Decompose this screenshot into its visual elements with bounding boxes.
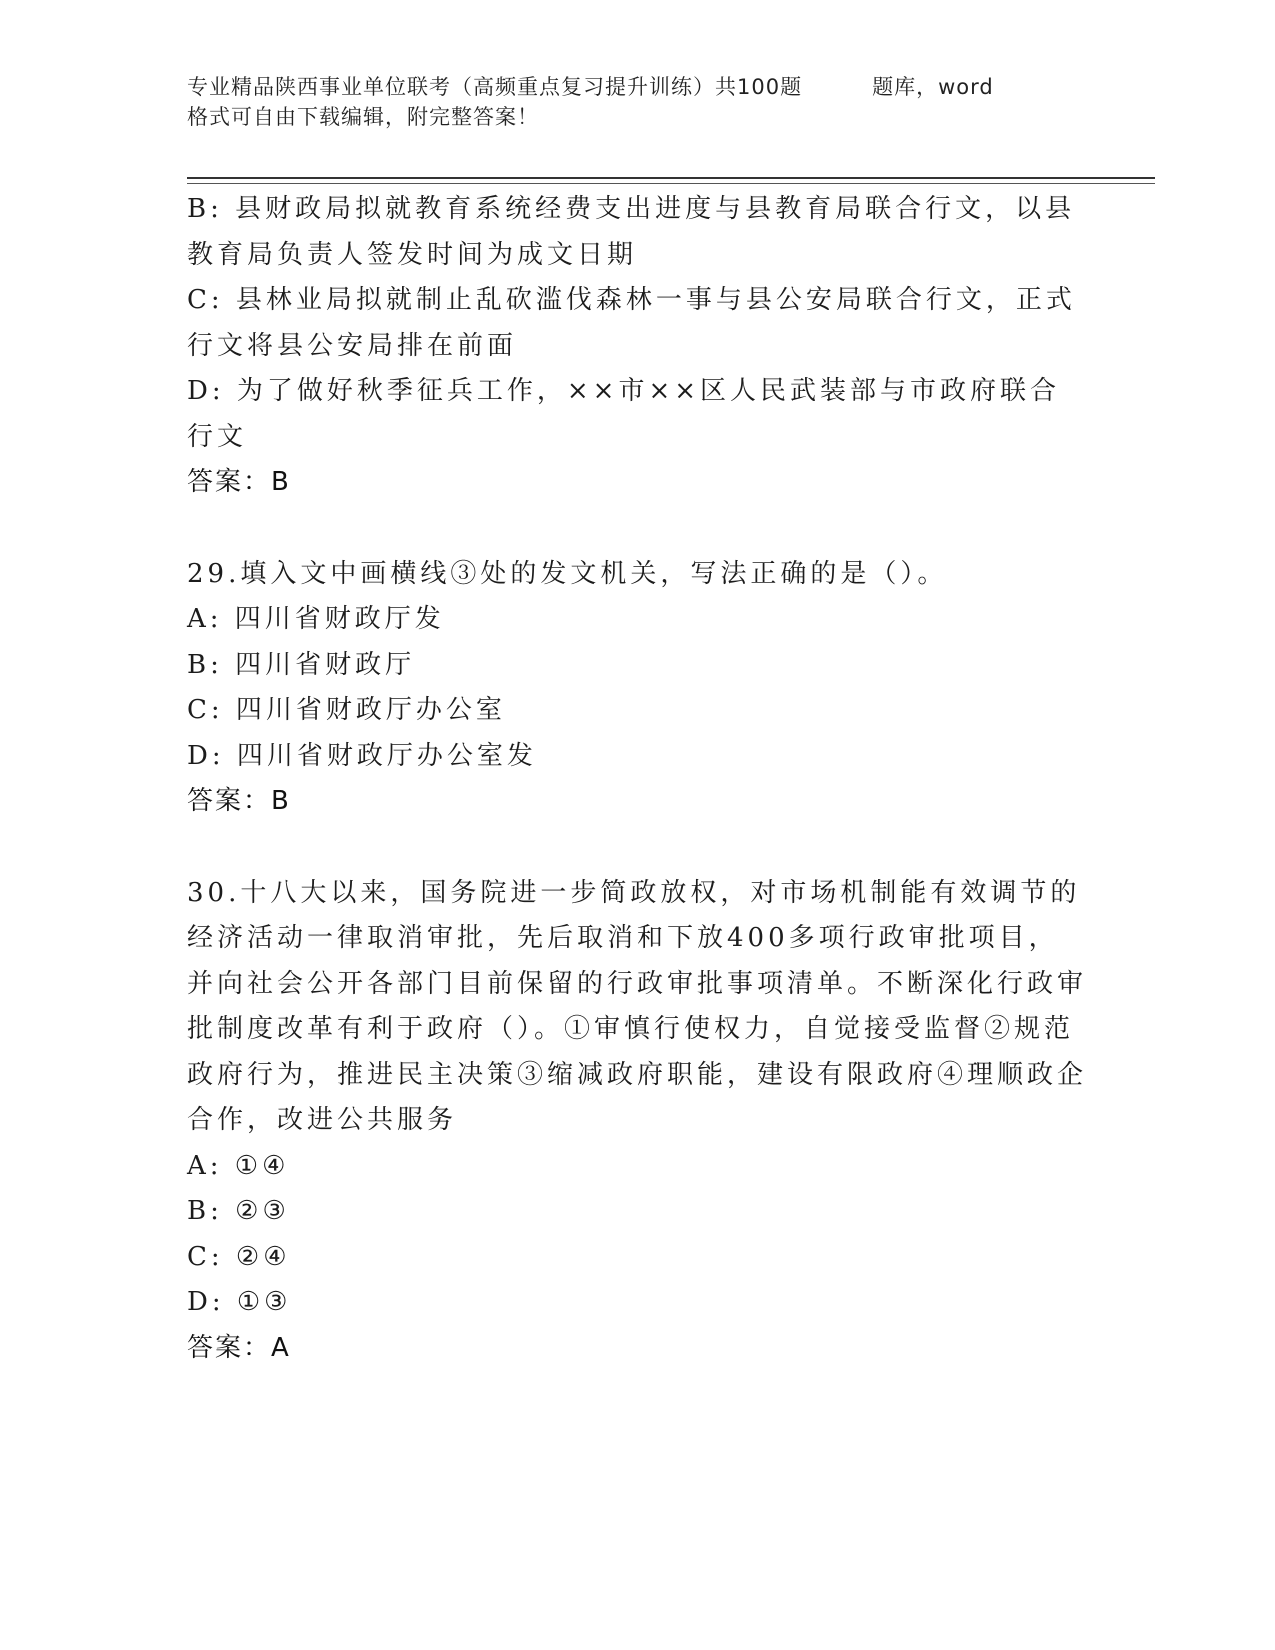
header-line-1 <box>187 72 1087 102</box>
q29-stem: 29.填入文中画横线③处的发文机关，写法正确的是（）。 <box>187 558 948 589</box>
header-title-right: 题库，word <box>872 75 994 99</box>
q29-option-a: A: 四川省财政厅发 <box>187 604 445 634</box>
question-gap <box>187 506 1087 552</box>
q30-option-a: A: ①④ <box>187 1150 290 1181</box>
header-line-2: 格式可自由下载编辑，附完整答案！ <box>187 105 539 129</box>
question-30 <box>187 871 1087 1372</box>
q28-option-d: D: 为了做好秋季征兵工作，××市××区人民武装部与市政府联合行文 <box>187 376 1061 452</box>
header-divider-thin <box>187 183 1155 184</box>
q30-option-b: B: ②③ <box>187 1196 290 1226</box>
q30-option-c: C: ②④ <box>187 1241 291 1272</box>
document-body <box>187 187 1087 1371</box>
question-gap <box>187 825 1087 871</box>
q30-answer: 答案：A <box>187 1332 291 1363</box>
header-title-left: 专业精品陕西事业单位联考（高频重点复习提升训练）共100题 <box>187 75 803 99</box>
page-header <box>187 72 1087 132</box>
q30-option-d: D: ①③ <box>187 1287 292 1317</box>
q29-option-b: B: 四川省财政厅 <box>187 649 416 680</box>
question-29 <box>187 552 1087 825</box>
q30-stem: 30.十八大以来，国务院进一步简政放权，对市场机制能有效调节的经济活动一律取消审批，先后取消和下放400多项行政审批项目，并向社会公开各部门目前保留的行政审批事项清单。不断深化行政审批制度改革有利于政府（）。①审慎行使权力，自觉接受监督②规范政府行为，推进民主决策③缩减政府职能，建设有限政府④理顺政企合作，改进公共服务 <box>187 877 1088 1135</box>
q29-option-c: C: 四川省财政厅办公室 <box>187 695 506 725</box>
q28-option-b: B: 县财政局拟就教育系统经费支出进度与县教育局联合行文，以县教育局负责人签发时间为成文日期 <box>187 194 1076 270</box>
q28-answer: 答案：B <box>187 467 291 497</box>
header-divider-thick <box>187 177 1155 179</box>
question-28-continued <box>187 187 1087 506</box>
q28-option-c: C: 县林业局拟就制止乱砍滥伐森林一事与县公安局联合行文，正式行文将县公安局排在前面 <box>187 285 1076 361</box>
q29-option-d: D: 四川省财政厅办公室发 <box>187 740 537 771</box>
q29-answer: 答案：B <box>187 786 291 816</box>
